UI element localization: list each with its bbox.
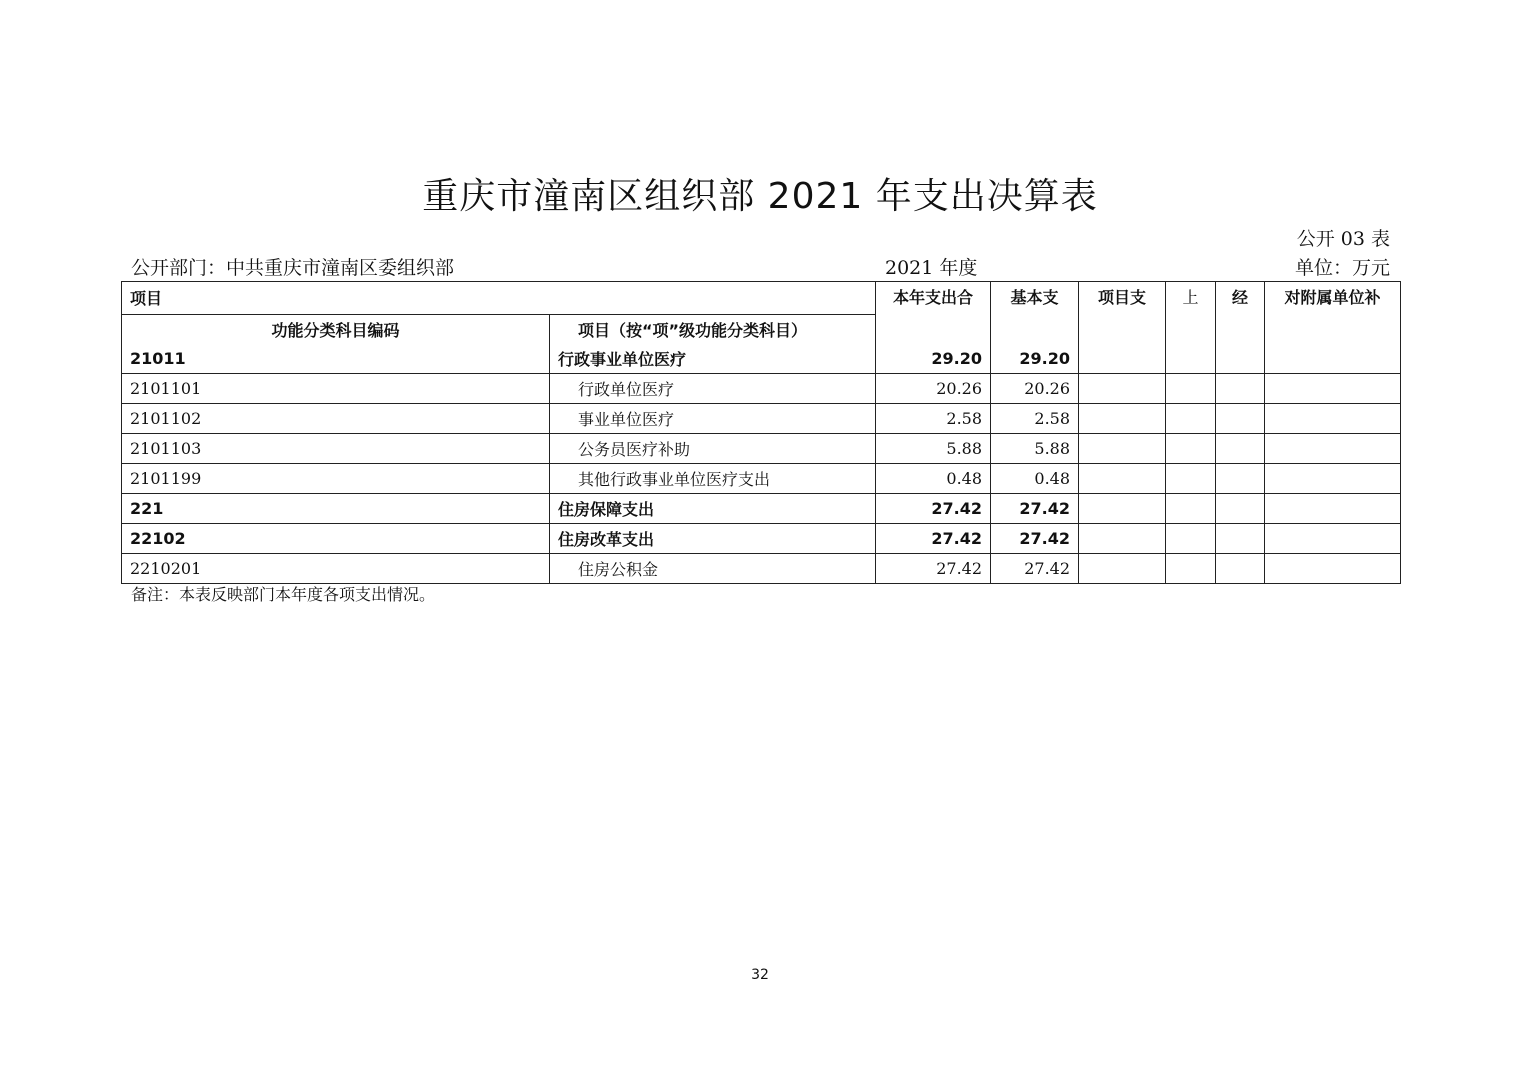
cell-code: 22102 <box>122 523 550 553</box>
cell-empty <box>1216 433 1265 463</box>
cell-basic: 2.58 <box>991 403 1079 433</box>
header-operate: 经 <box>1216 282 1265 315</box>
expenditure-table <box>121 281 1401 584</box>
cell-empty <box>1079 523 1166 553</box>
department-label: 公开部门：中共重庆市潼南区委组织部 <box>131 257 455 279</box>
cell-name: 行政单位医疗 <box>550 373 876 403</box>
cell-empty <box>1166 373 1216 403</box>
cell-empty <box>1265 403 1401 433</box>
header-code: 功能分类科目编码 <box>122 314 550 344</box>
cell-empty <box>1079 463 1166 493</box>
cell-empty <box>1166 523 1216 553</box>
cell-total: 29.20 <box>876 344 991 374</box>
cell-empty <box>1265 373 1401 403</box>
cell-code: 21011 <box>122 344 550 374</box>
cell-basic: 27.42 <box>991 493 1079 523</box>
cell-empty <box>1265 463 1401 493</box>
cell-total: 20.26 <box>876 373 991 403</box>
cell-total: 27.42 <box>876 523 991 553</box>
cell-empty <box>1265 433 1401 463</box>
cell-empty <box>1216 373 1265 403</box>
cell-basic: 5.88 <box>991 433 1079 463</box>
cell-basic: 0.48 <box>991 463 1079 493</box>
form-number: 公开 03 表 <box>1296 228 1390 250</box>
page-title: 重庆市潼南区组织部 2021 年支出决算表 <box>422 176 1098 217</box>
cell-total: 27.42 <box>876 553 991 583</box>
cell-empty <box>1265 553 1401 583</box>
cell-total: 2.58 <box>876 403 991 433</box>
cell-empty <box>1265 344 1401 374</box>
cell-name: 住房公积金 <box>550 553 876 583</box>
cell-empty <box>1079 493 1166 523</box>
cell-name: 其他行政事业单位医疗支出 <box>550 463 876 493</box>
table-row <box>122 553 1401 583</box>
cell-code: 221 <box>122 493 550 523</box>
cell-total: 27.42 <box>876 493 991 523</box>
header-basic: 基本支 <box>991 282 1079 315</box>
cell-basic: 20.26 <box>991 373 1079 403</box>
cell-code: 2210201 <box>122 553 550 583</box>
cell-empty <box>1265 493 1401 523</box>
cell-empty <box>1216 463 1265 493</box>
cell-code: 2101101 <box>122 373 550 403</box>
fiscal-year: 2021 年度 <box>885 257 978 279</box>
cell-empty <box>1166 433 1216 463</box>
cell-name: 行政事业单位医疗 <box>550 344 876 374</box>
header-item: 项目 <box>122 282 876 315</box>
header-row-2 <box>122 314 1401 344</box>
table-row <box>122 463 1401 493</box>
cell-empty <box>1079 553 1166 583</box>
cell-code: 2101199 <box>122 463 550 493</box>
cell-name: 住房改革支出 <box>550 523 876 553</box>
cell-empty <box>1216 553 1265 583</box>
cell-name: 公务员医疗补助 <box>550 433 876 463</box>
cell-empty <box>1216 403 1265 433</box>
cell-total: 5.88 <box>876 433 991 463</box>
cell-empty <box>1166 553 1216 583</box>
header-row-1 <box>122 282 1401 315</box>
header-subsidy: 对附属单位补 <box>1265 282 1401 315</box>
cell-empty <box>1166 403 1216 433</box>
table-row <box>122 433 1401 463</box>
footnote: 备注：本表反映部门本年度各项支出情况。 <box>131 585 436 604</box>
cell-empty <box>1079 403 1166 433</box>
cell-name: 事业单位医疗 <box>550 403 876 433</box>
table-row <box>122 373 1401 403</box>
header-upper: 上 <box>1166 282 1216 315</box>
cell-empty <box>1216 493 1265 523</box>
cell-empty <box>1216 523 1265 553</box>
header-project: 项目支 <box>1079 282 1166 315</box>
cell-empty <box>1216 344 1265 374</box>
cell-basic: 29.20 <box>991 344 1079 374</box>
cell-empty <box>1079 433 1166 463</box>
cell-code: 2101103 <box>122 433 550 463</box>
cell-basic: 27.42 <box>991 553 1079 583</box>
cell-basic: 27.42 <box>991 523 1079 553</box>
cell-empty <box>1166 493 1216 523</box>
table-row <box>122 523 1401 553</box>
cell-empty <box>1265 523 1401 553</box>
cell-empty <box>1166 344 1216 374</box>
table-row <box>122 344 1401 374</box>
page-number: 32 <box>751 967 769 983</box>
cell-empty <box>1079 344 1166 374</box>
cell-name: 住房保障支出 <box>550 493 876 523</box>
header-name: 项目（按“项”级功能分类科目） <box>550 314 876 344</box>
header-total: 本年支出合 <box>876 282 991 315</box>
cell-empty <box>1079 373 1166 403</box>
cell-code: 2101102 <box>122 403 550 433</box>
table-row <box>122 403 1401 433</box>
table-row <box>122 493 1401 523</box>
cell-total: 0.48 <box>876 463 991 493</box>
unit-label: 单位：万元 <box>1294 257 1390 279</box>
cell-empty <box>1166 463 1216 493</box>
